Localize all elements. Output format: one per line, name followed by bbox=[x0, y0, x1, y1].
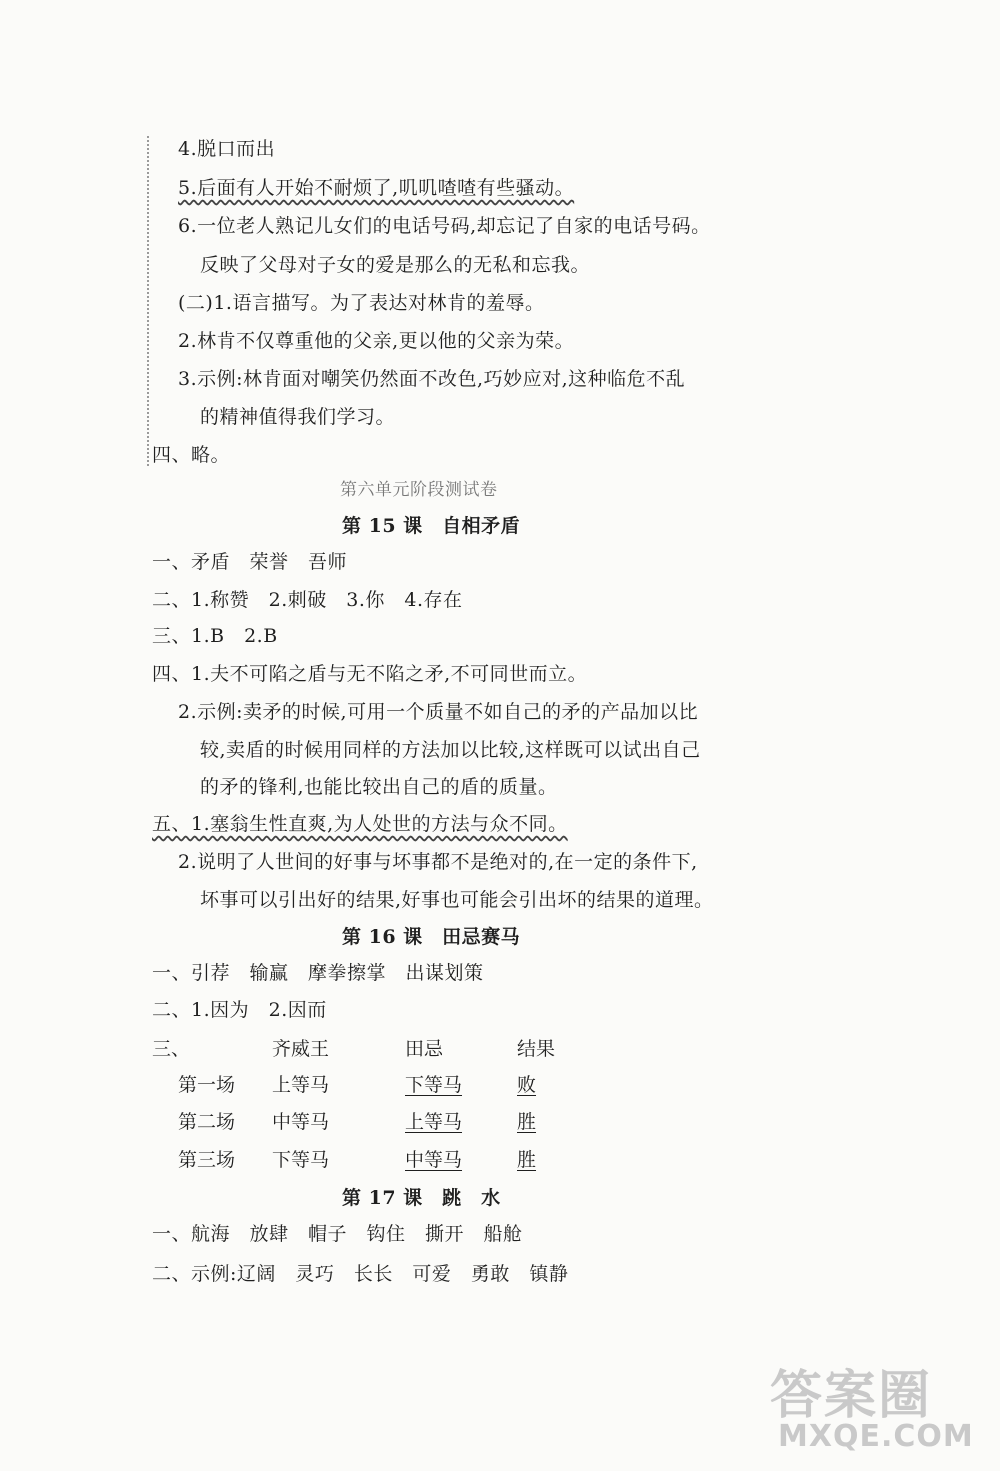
table-row2-result: 胜 bbox=[517, 1111, 537, 1133]
answer-sec4: 四、略。 bbox=[152, 444, 231, 466]
site-watermark bbox=[770, 1353, 980, 1463]
lesson15-a5-1-text: 五、1.塞翁生性直爽,为人处世的方法与众不同。 bbox=[152, 813, 568, 835]
table-row3-round: 第三场 bbox=[178, 1149, 236, 1171]
answer-sec2-q3-line2: 的精神值得我们学习。 bbox=[200, 406, 396, 428]
lesson15-a2: 二、1.称赞 2.刺破 3.你 4.存在 bbox=[152, 589, 463, 611]
lesson17-a2: 二、示例:辽阔 灵巧 长长 可爱 勇敢 镇静 bbox=[152, 1263, 569, 1285]
lesson15-title: 第 15 课 自相矛盾 bbox=[342, 515, 521, 537]
lesson16-table-label: 三、 bbox=[152, 1038, 191, 1060]
lesson15-a3: 三、1.B 2.B bbox=[152, 625, 278, 647]
lesson16-title: 第 16 课 田忌赛马 bbox=[342, 926, 521, 948]
lesson15-a4-1: 四、1.夫不可陷之盾与无不陷之矛,不可同世而立。 bbox=[152, 663, 588, 685]
table-header-tianji: 田忌 bbox=[405, 1038, 444, 1060]
table-row1-tian: 下等马 bbox=[405, 1074, 463, 1096]
table-row1-qi: 上等马 bbox=[272, 1074, 330, 1096]
answer-sec2-q1: (二)1.语言描写。为了表达对林肯的羞辱。 bbox=[178, 292, 545, 314]
lesson15-a4-2-line2: 较,卖盾的时候用同样的方法加以比较,这样既可以试出自己 bbox=[200, 739, 701, 761]
table-row2-tian: 上等马 bbox=[405, 1111, 463, 1133]
lesson17-title: 第 17 课 跳 水 bbox=[342, 1187, 501, 1209]
table-row3-tian: 中等马 bbox=[405, 1149, 463, 1171]
answer-sec2-q2: 2.林肯不仅尊重他的父亲,更以他的父亲为荣。 bbox=[178, 330, 575, 352]
unit-title: 第六单元阶段测试卷 bbox=[340, 480, 498, 500]
table-row2-qi: 中等马 bbox=[272, 1111, 330, 1133]
answer-sec2-q3-line1: 3.示例:林肯面对嘲笑仍然面不改色,巧妙应对,这种临危不乱 bbox=[178, 368, 686, 390]
lesson15-a5-2-line1: 2.说明了人世间的好事与坏事都不是绝对的,在一定的条件下, bbox=[178, 851, 698, 873]
answer-q5-text: 5.后面有人开始不耐烦了,叽叽喳喳有些骚动。 bbox=[178, 177, 575, 199]
table-row2-round: 第二场 bbox=[178, 1111, 236, 1133]
table-row1-result: 败 bbox=[517, 1074, 537, 1096]
lesson17-a1: 一、航海 放肆 帽子 钩住 撕开 船舱 bbox=[152, 1223, 523, 1245]
watermark-logo-text: 答案圈 bbox=[770, 1366, 933, 1426]
answer-q4: 4.脱口而出 bbox=[178, 138, 276, 160]
table-row3-result: 胜 bbox=[517, 1149, 537, 1171]
table-row3-qi: 下等马 bbox=[272, 1149, 330, 1171]
lesson15-a4-2-line1: 2.示例:卖矛的时候,可用一个质量不如自己的矛的产品加以比 bbox=[178, 701, 699, 723]
lesson15-a4-2-line3: 的矛的锋利,也能比较出自己的盾的质量。 bbox=[200, 776, 558, 798]
table-row1-round: 第一场 bbox=[178, 1074, 236, 1096]
lesson15-a5-1 bbox=[152, 812, 568, 836]
lesson16-a2: 二、1.因为 2.因而 bbox=[152, 999, 327, 1021]
table-header-result: 结果 bbox=[517, 1038, 556, 1060]
margin-dotted-rule bbox=[147, 136, 149, 466]
lesson15-a1: 一、矛盾 荣誉 吾师 bbox=[152, 551, 348, 573]
table-header-qiweiwang: 齐威王 bbox=[272, 1038, 330, 1060]
answer-q6-line1: 6.一位老人熟记儿女们的电话号码,却忘记了自家的电话号码。 bbox=[178, 215, 711, 237]
answer-q5 bbox=[178, 176, 574, 200]
lesson15-a5-2-line2: 坏事可以引出好的结果,好事也可能会引出坏的结果的道理。 bbox=[200, 889, 714, 911]
answer-q6-line2: 反映了父母对子女的爱是那么的无私和忘我。 bbox=[200, 254, 591, 276]
lesson16-a1: 一、引荐 输赢 摩拳擦掌 出谋划策 bbox=[152, 962, 484, 984]
watermark-url: MXQE.COM bbox=[778, 1419, 974, 1454]
